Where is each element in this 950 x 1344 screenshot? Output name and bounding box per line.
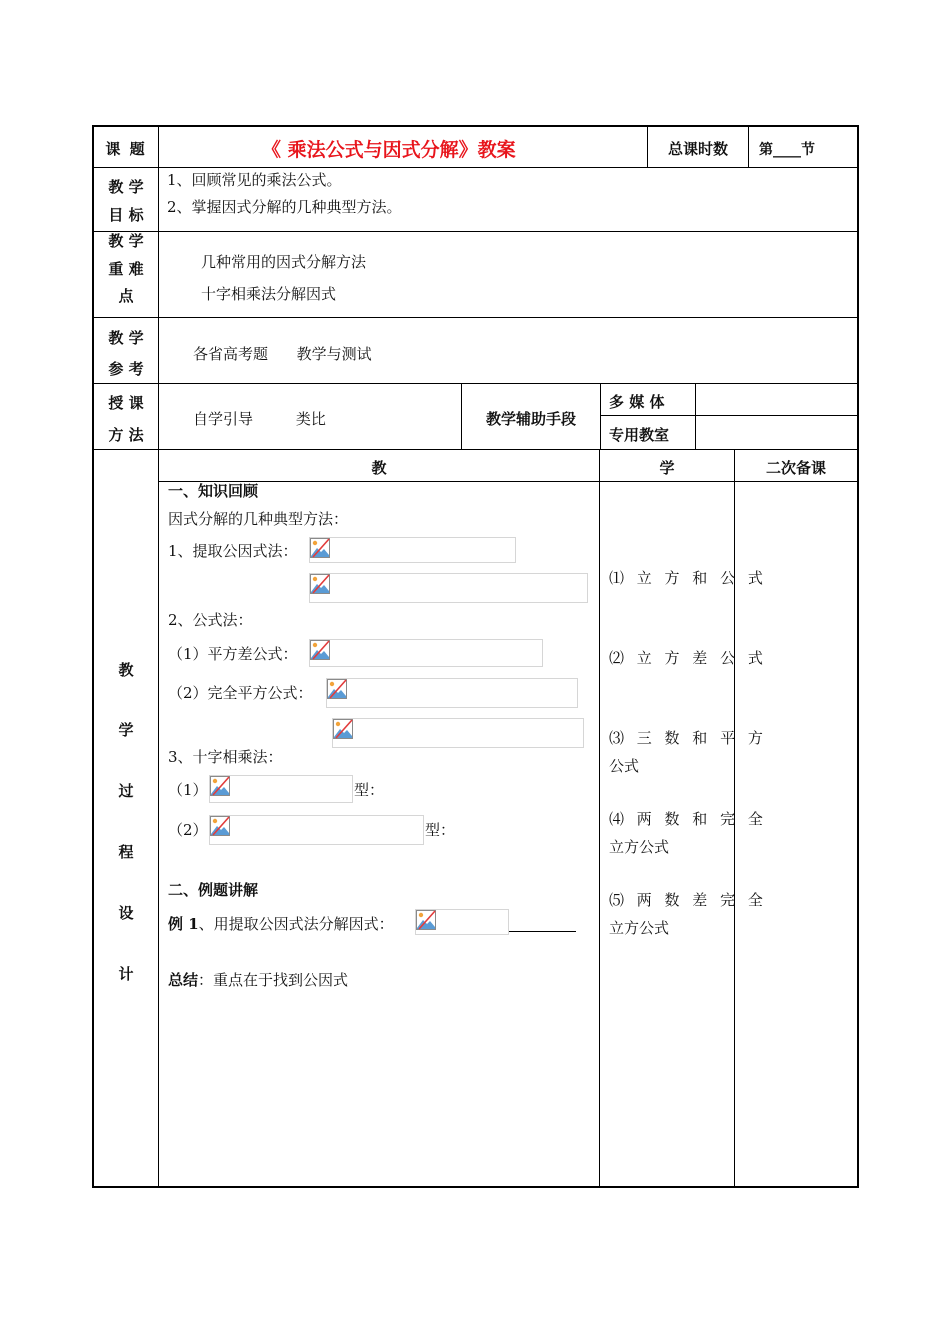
example-1-text: 、用提取公因式法分解因式： <box>198 915 394 933</box>
column-teach-header: 教 <box>371 459 387 477</box>
formula-item-4-line2: 立方公式 <box>609 838 670 856</box>
topic-label: 课 题 <box>105 140 147 158</box>
keypoint-item-2: 十字相乘法分解因式 <box>201 285 337 303</box>
section-examples-title: 二、例题讲解 <box>168 881 259 899</box>
formula-item-3-line1: ⑶ 三 数 和 平 方 <box>609 729 767 747</box>
methods-label-line1: 授 课 <box>108 394 144 412</box>
multimedia-label: 多 媒 体 <box>609 393 665 411</box>
broken-image-icon <box>416 910 436 930</box>
process-label-char-2: 学 <box>118 721 134 739</box>
keypoint-item-1: 几种常用的因式分解方法 <box>201 253 367 271</box>
example-1-label: 例 1 <box>168 915 199 933</box>
formula-item-3-line2: 公式 <box>609 757 640 775</box>
section-review-title: 一、知识回顾 <box>168 482 259 500</box>
keypoints-label-line2: 重 难 <box>108 260 144 278</box>
formula-image-3 <box>309 639 543 667</box>
method-2b-label: （2）完全平方公式： <box>168 684 313 702</box>
teaching-aids-label: 教学辅助手段 <box>485 410 576 428</box>
formula-item-5-line2: 立方公式 <box>609 919 670 937</box>
method-3a-suffix: 型： <box>354 781 385 799</box>
formula-item-4-line1: ⑷ 两 数 和 完 全 <box>609 810 767 828</box>
broken-image-icon <box>210 816 230 836</box>
formula-image-6 <box>209 775 353 803</box>
formula-image-2 <box>309 573 588 603</box>
method-1-label: 1、提取公因式法： <box>168 542 298 560</box>
method-3b-suffix: 型： <box>425 821 456 839</box>
objective-item-1: 1、回顾常见的乘法公式。 <box>167 171 342 189</box>
process-label-char-5: 设 <box>118 904 134 922</box>
summary <box>168 971 348 989</box>
process-label-char-6: 计 <box>118 965 134 983</box>
keypoints-label-line1: 教 学 <box>108 232 144 250</box>
formula-image-1 <box>309 537 516 563</box>
references-label-line2: 参 考 <box>108 360 144 378</box>
answer-underline <box>509 931 576 932</box>
total-hours-label: 总课时数 <box>667 140 728 158</box>
broken-image-icon <box>310 574 330 594</box>
formula-image-4 <box>326 678 578 708</box>
broken-image-icon <box>310 538 330 558</box>
keypoints-label-line3: 点 <box>118 287 134 305</box>
method-2a-label: （1）平方差公式： <box>168 645 298 663</box>
references-text: 各省高考题 教学与测试 <box>193 345 372 363</box>
broken-image-icon <box>333 719 353 739</box>
process-label-char-3: 过 <box>118 782 134 800</box>
classroom-label: 专用教室 <box>609 426 670 444</box>
column-notes-header: 二次备课 <box>765 459 826 477</box>
column-learn-header: 学 <box>659 459 675 477</box>
formula-item-2: ⑵ 立 方 差 公 式 <box>609 649 767 667</box>
methods-text: 自学引导 类比 <box>193 410 326 428</box>
objectives-label-line2: 目 标 <box>108 206 144 224</box>
broken-image-icon <box>310 640 330 660</box>
section-number-label: 第____节 <box>759 142 815 158</box>
method-3-label: 3、十字相乘法： <box>168 748 283 766</box>
method-2-label: 2、公式法： <box>168 611 253 629</box>
formula-item-5-line1: ⑸ 两 数 差 完 全 <box>609 891 767 909</box>
methods-label-line2: 方 法 <box>108 426 144 444</box>
method-3b-label: （2） <box>168 821 208 839</box>
methods-intro: 因式分解的几种典型方法： <box>168 510 349 528</box>
broken-image-icon <box>210 776 230 796</box>
objective-item-2: 2、掌握因式分解的几种典型方法。 <box>167 198 402 216</box>
summary-text: ：重点在于找到公因式 <box>198 971 349 989</box>
objectives-label-line1: 教 学 <box>108 178 144 196</box>
references-label-line1: 教 学 <box>108 329 144 347</box>
formula-item-1: ⑴ 立 方 和 公 式 <box>609 569 767 587</box>
method-3a-label: （1） <box>168 781 208 799</box>
page-title: 《 乘法公式与因式分解》教案 <box>262 139 516 161</box>
summary-label: 总结 <box>168 971 199 989</box>
formula-image-7 <box>209 815 424 845</box>
formula-image-8 <box>415 909 509 935</box>
example-1 <box>168 915 394 933</box>
broken-image-icon <box>327 679 347 699</box>
process-label-char-1: 教 <box>118 661 134 679</box>
formula-image-5 <box>332 718 584 748</box>
process-label-char-4: 程 <box>118 843 134 861</box>
